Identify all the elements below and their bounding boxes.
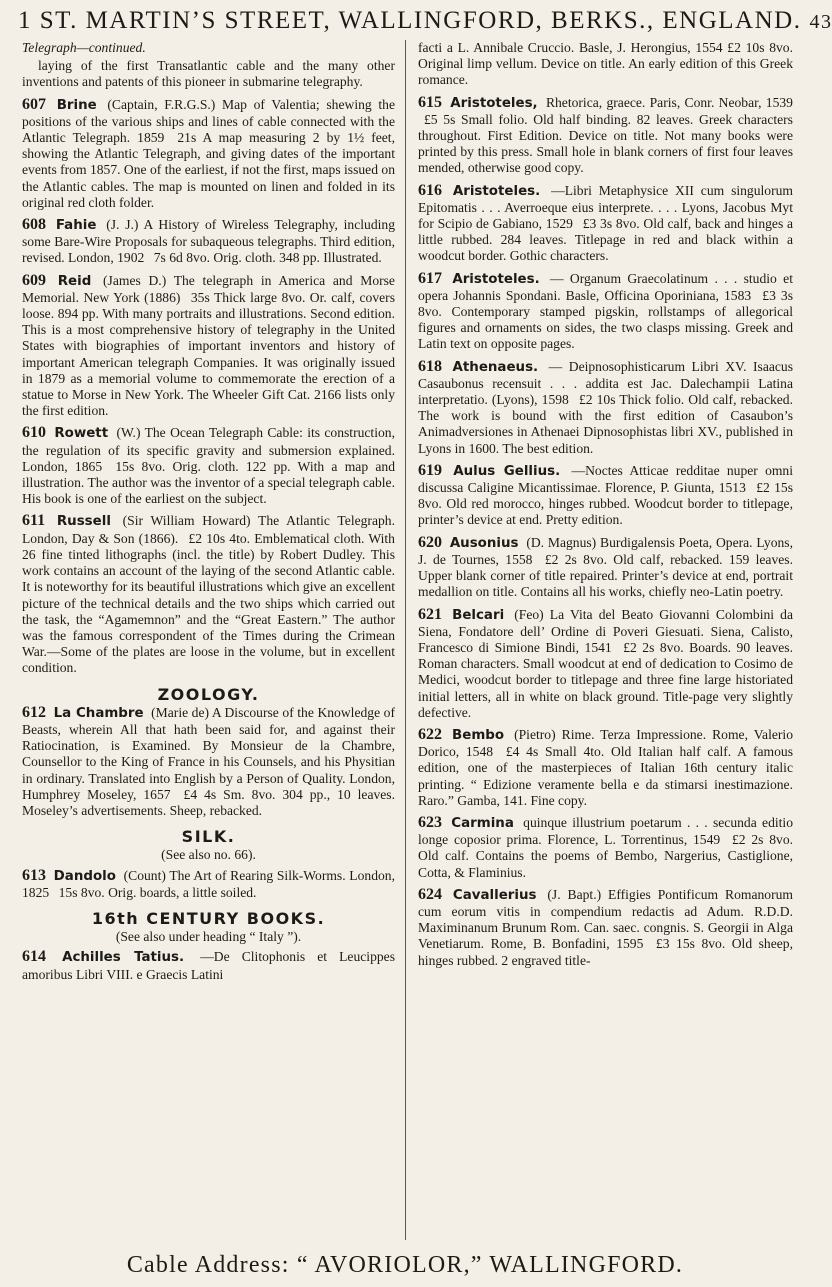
entry-title: (W.) The Ocean Telegraph Cable: its construction, the regulation of its specific gravity and submersion explained. London, 1865 [22,425,395,474]
publisher-address: 1 ST. MARTIN’S STREET, WALLINGFORD, BERKS., ENGLAND. [18,7,802,34]
author-name: Russell [56,514,111,530]
entry-description: 8vo. Old red morocco, hinges rubbed. Woodcut border to titlepage, printer’s device at end. Pretty edition. [418,496,793,528]
author-name: Dandolo [53,868,116,884]
price: £3 3s [582,216,613,232]
see-also-note: (See also no. 66). [161,847,256,863]
16th-century-entries [22,949,395,982]
price: £2 10s [188,530,226,546]
catalogue-entry [418,887,793,969]
category-heading-zoology: ZOOLOGY. [157,684,260,704]
author-name: Reid [57,273,92,289]
telegraph-entries [22,97,395,677]
entry-description: A map measuring 2 by 1½ feet, showing the Atlantic Telegraph, and giving dates of the important events from 1857. One of the earliest, if not the first, maps issued on the Atlantic cables. The map is mounted on linen and folded in its original red cloth folder. [22,130,395,210]
lot-number: 619 [418,461,442,479]
lot-number: 623 [418,813,442,831]
lot-number: 612 [22,703,46,721]
entry-title: (Marie de) A Discourse of the Knowledge of Beasts, wherein All that hath been said for, and against their Ratiocination, is Examined. By Monsieur de la Chambre, Counsellor to the King of France in his Counsels, and his Physitian in ordinary. Translated into English by a Person of Quality. London, Humphrey Moseley, 1657 [22,704,395,802]
book-entries [418,95,793,969]
lot-number: 617 [418,269,442,287]
catalogue-entry [418,815,793,881]
lot-number: 621 [418,605,442,623]
lot-number: 618 [418,357,442,375]
catalogue-entry [22,868,395,901]
entry-description: Small 4to. Old Italian half calf. A famous edition, one of the masterpieces of Italian 16th century italic printing. “ Edizione veramente bella e da stimarsi inestimazione. Raro.” Gamba, 141. Fine copy. [418,744,793,808]
entry-title: (Feo) La Vita del Beato Giovanni Colombini da Siena, Fondatore dell’ Ordine di Poveri Giesuati. Siena, Calisto, Francesco di Simione Bindi, 1541 [418,606,793,655]
running-head [18,6,832,37]
entry-description: 8vo. Old calf, back and hinges a little rubbed. 284 leaves. Titlepage in red and black within a woodcut border. Gothic characters. [418,216,794,264]
lot-number: 622 [418,725,442,743]
entry-description: Sm. 8vo. 304 pp., 10 leaves. Moseley’s advertisements. Sheep, rebacked. [22,786,395,818]
catalogue-entry [22,513,395,676]
entry-description: 8vo. Old calf. Contains the poems of Bembo, Nargerius, Castiglione, Cotta, & Flaminius. [418,832,794,880]
catalogue-entry [418,95,793,177]
catalogue-entry [22,217,395,267]
price: 15s [58,884,78,900]
entry-description: 8vo. Old sheep, hinges rubbed. 2 engraved title- [418,936,793,968]
silk-entries [22,868,395,901]
price: £3 3s [762,287,793,303]
author-name: Aulus Gellius. [453,463,561,479]
zoology-entries [22,705,395,819]
entry-description: 8vo. Orig. boards, a little soiled. [80,884,257,900]
entry-title: — Organum Graecolatinum . . . studio et opera Johannis Spondani. Basle, Officina Oporiniana, 1583 [418,270,793,303]
author-name: Rowett [54,426,109,442]
lot-number: 611 [22,512,46,530]
catalogue-columns [0,40,800,1240]
lot-number: 609 [22,271,46,289]
entry-title: (Pietro) Rime. Terza Impressione. Rome, Valerio Dorico, 1548 [418,726,794,760]
entry-title: quinque illustrium poetarum . . . secunda editio longe coposior prima. Florence, L. Torrentinus, 1549 [418,814,793,848]
entry-title: — Deipnosophisticarum Libri XV. Isaacus Casaubonus recensuit . . . addita est Jac. Dalechampii Latina interpretatio. (Lyons), 1598 [418,358,794,408]
lot-number: 610 [22,424,46,442]
catalogue-entry [22,97,395,211]
page-number: 43 [809,11,832,33]
author-name: Brine [56,97,97,113]
entry-title: —De Clitophonis et Leucippes amoribus Libri VIII. e Graecis Latini [22,949,395,982]
entry-description: Small folio. Old half binding. 82 leaves. Greek characters throughout. First Edition. Device on title. Not many books were printed by this press. Small hole in blank corners of first four leaves mended, otherwise good copy. [418,111,793,176]
price: £2 2s [544,551,577,567]
lot-number: 608 [22,216,46,234]
author-name: Achilles Tatius. [62,950,185,966]
price: £2 2s [731,832,764,848]
price: £4 4s [183,786,217,802]
price: 7s 6d [153,250,183,266]
entry-description: 8vo. Boards. 90 leaves. Roman characters. Small woodcut at end of dedication to Cosimo de Medici, woodcut border to titlepage and three fine large historiated initial letters, all in white on black ground. Title-page very slightly defective. [418,639,793,720]
catalogue-entry [418,463,793,529]
catalogue-entry [22,949,395,982]
entry-description: 8vo. Contemporary stamped pigskin, rollstamps of allegorical figures and ornaments on sides, the two clasps missing. Greek and Latin text on opposite pages. [418,304,793,352]
left-column [22,40,395,1240]
lot-number: 613 [22,866,46,884]
author-name: Fahie [55,218,97,234]
catalogue-entry [22,273,395,420]
author-name: Athenaeus. [452,359,539,375]
price: £3 15s [655,936,695,952]
price: £4 4s [505,744,539,760]
entry-title: (D. Magnus) Burdigalensis Poeta, Opera. Lyons, J. de Tournes, 1558 [418,534,793,567]
author-name: La Chambre [53,705,144,721]
entry-title: (J. J.) A History of Wireless Telegraphy, including some Bare-Wire Proposals for subaqueous telegraphs. Third edition, revised. London, 1902 [22,217,396,266]
author-name: Aristoteles, [450,95,538,111]
category-heading-silk: SILK. [181,827,236,847]
section-heading: Telegraph—continued. [22,40,146,55]
entry-title: (J. Bapt.) Effigies Pontificum Romanorum cum eorum vitis in compendium redactis ad Adum. R.D.D. Maximinanum Brunum Rom. Can. saec. congnis. S. Georgii in Alga Venetiarum. Rome, B. Bonfadini, 1595 [418,886,793,952]
author-name: Aristoteles. [452,183,541,199]
category-heading-16th-century: 16th CENTURY BOOKS. [91,908,326,928]
author-name: Aristoteles. [452,271,540,287]
entry-title: (Captain, F.R.G.S.) Map of Valentia; shewing the positions of the various ships and lines of cable connected with the Atlantic Telegraph. 1859 [22,96,395,146]
lot-number: 616 [418,181,442,199]
entry-title: (Count) The Art of Rearing Silk-Worms. London, 1825 [22,867,395,900]
entry-description: 8vo. Orig. cloth. 348 pp. Illustrated. [186,250,382,266]
entry-title: Rhetorica, graece. Paris, Conr. Neobar, 1539 [545,94,793,110]
catalogue-entry [418,271,793,353]
right-column [418,40,793,1240]
catalogue-entry [418,359,793,457]
entry-title: (James D.) The telegraph in America and Morse Memorial. New York (1886) [22,272,395,305]
entry-description: 8vo. Old calf, rebacked. 159 leaves. Upper blank corner of title repaired. Printer’s device at end, portrait medallion on title. Contains all his works, chiefly neo-Latin poetry. [418,551,793,600]
catalogue-entry [418,607,793,721]
author-name: Cavallerius [452,887,537,903]
price: £2 2s [623,639,655,655]
catalogue-entry [418,183,793,265]
cable-address: Cable Address: “ AVORIOLOR,” WALLINGFORD. [126,1252,684,1278]
catalogue-entry [22,705,395,819]
entry-description: Thick folio. Old calf, rebacked. The work is bound with the first edition of Casaubon’s Animadversiones in Athenaei Dipnosophistas libri XV., published in Lyons in 1600. The best edition. [418,392,794,456]
author-name: Bembo [452,727,505,743]
entry-title: —Noctes Atticae redditae nuper omni discussa Caligine Micantissimae. Florence, P. Giunta, 1513 [418,462,794,496]
entry-title: —Libri Metaphysice XII cum singulorum Epitomatis . . . Averroeque eius interprete. . . . Lyons, Jacobus Myt for Scipio de Gabiano, 1529 [418,182,793,232]
entry-title: (Sir William Howard) The Atlantic Telegraph. London, Day & Son (1866). [22,513,395,546]
price: 35s [190,289,210,305]
lot-number: 620 [418,533,442,551]
entry-description: 4to. Emblematical cloth. With 26 fine tinted lithographs (incl. the title) by Robert Dudley. This work contains an account of the laying of the second Atlantic cable. It is noteworthy for its beautiful illustrations which give an excellent picture of the technical details and the two ships which carried out the task, the “Agamemnon” and the “Great Eastern.” The author was the famous correspondent of the Times during the Crimean War.—Some of the plates are loose in the volume, but in excellent condition. [22,530,395,676]
lot-number: 614 [22,948,46,966]
lot-number: 624 [418,885,442,903]
catalogue-entry [418,535,793,601]
price: 21s [177,130,197,146]
author-name: Carmina [451,815,514,831]
see-also-note: (See also under heading “ Italy ”). [115,929,302,945]
catalogue-entry [418,727,793,809]
price: £2 15s [756,480,793,496]
continued-entry-text: laying of the first Transatlantic cable and the many other inventions and patents of this pioneer in submarine telegraphy. [22,58,395,90]
entry-description: 8vo. Orig. cloth. 122 pp. With a map and illustration. The author was the inventor of a special telegraph cable. His book is one of the earliest on the subject. [22,458,395,507]
author-name: Ausonius [449,535,519,551]
continued-entry-text: facti a L. Annibale Cruccio. Basle, J. Herongius, 1554 £2 10s 8vo. Original limp vellum. Device on title. An early edition of this Greek romance. [418,40,793,88]
price: 15s [115,458,135,474]
price: £5 5s [424,111,456,127]
lot-number: 615 [418,93,442,111]
entry-description: Thick large 8vo. Or. calf, covers loose. 894 pp. With many portraits and illustrations. Second edition. This is a most comprehensive history of telegraphy in the United States with biographies of important inventors and history of important American telegraph Companies. It was originally issued in 1879 as a memorial volume to commemorate the erection of a statue to Morse in New York. The Wheeler Gift Cat. 2166 lists only the first edition. [22,289,395,419]
price: £2 10s [578,392,616,408]
catalogue-entry [22,425,395,507]
lot-number: 607 [22,95,46,113]
author-name: Belcari [452,607,505,623]
